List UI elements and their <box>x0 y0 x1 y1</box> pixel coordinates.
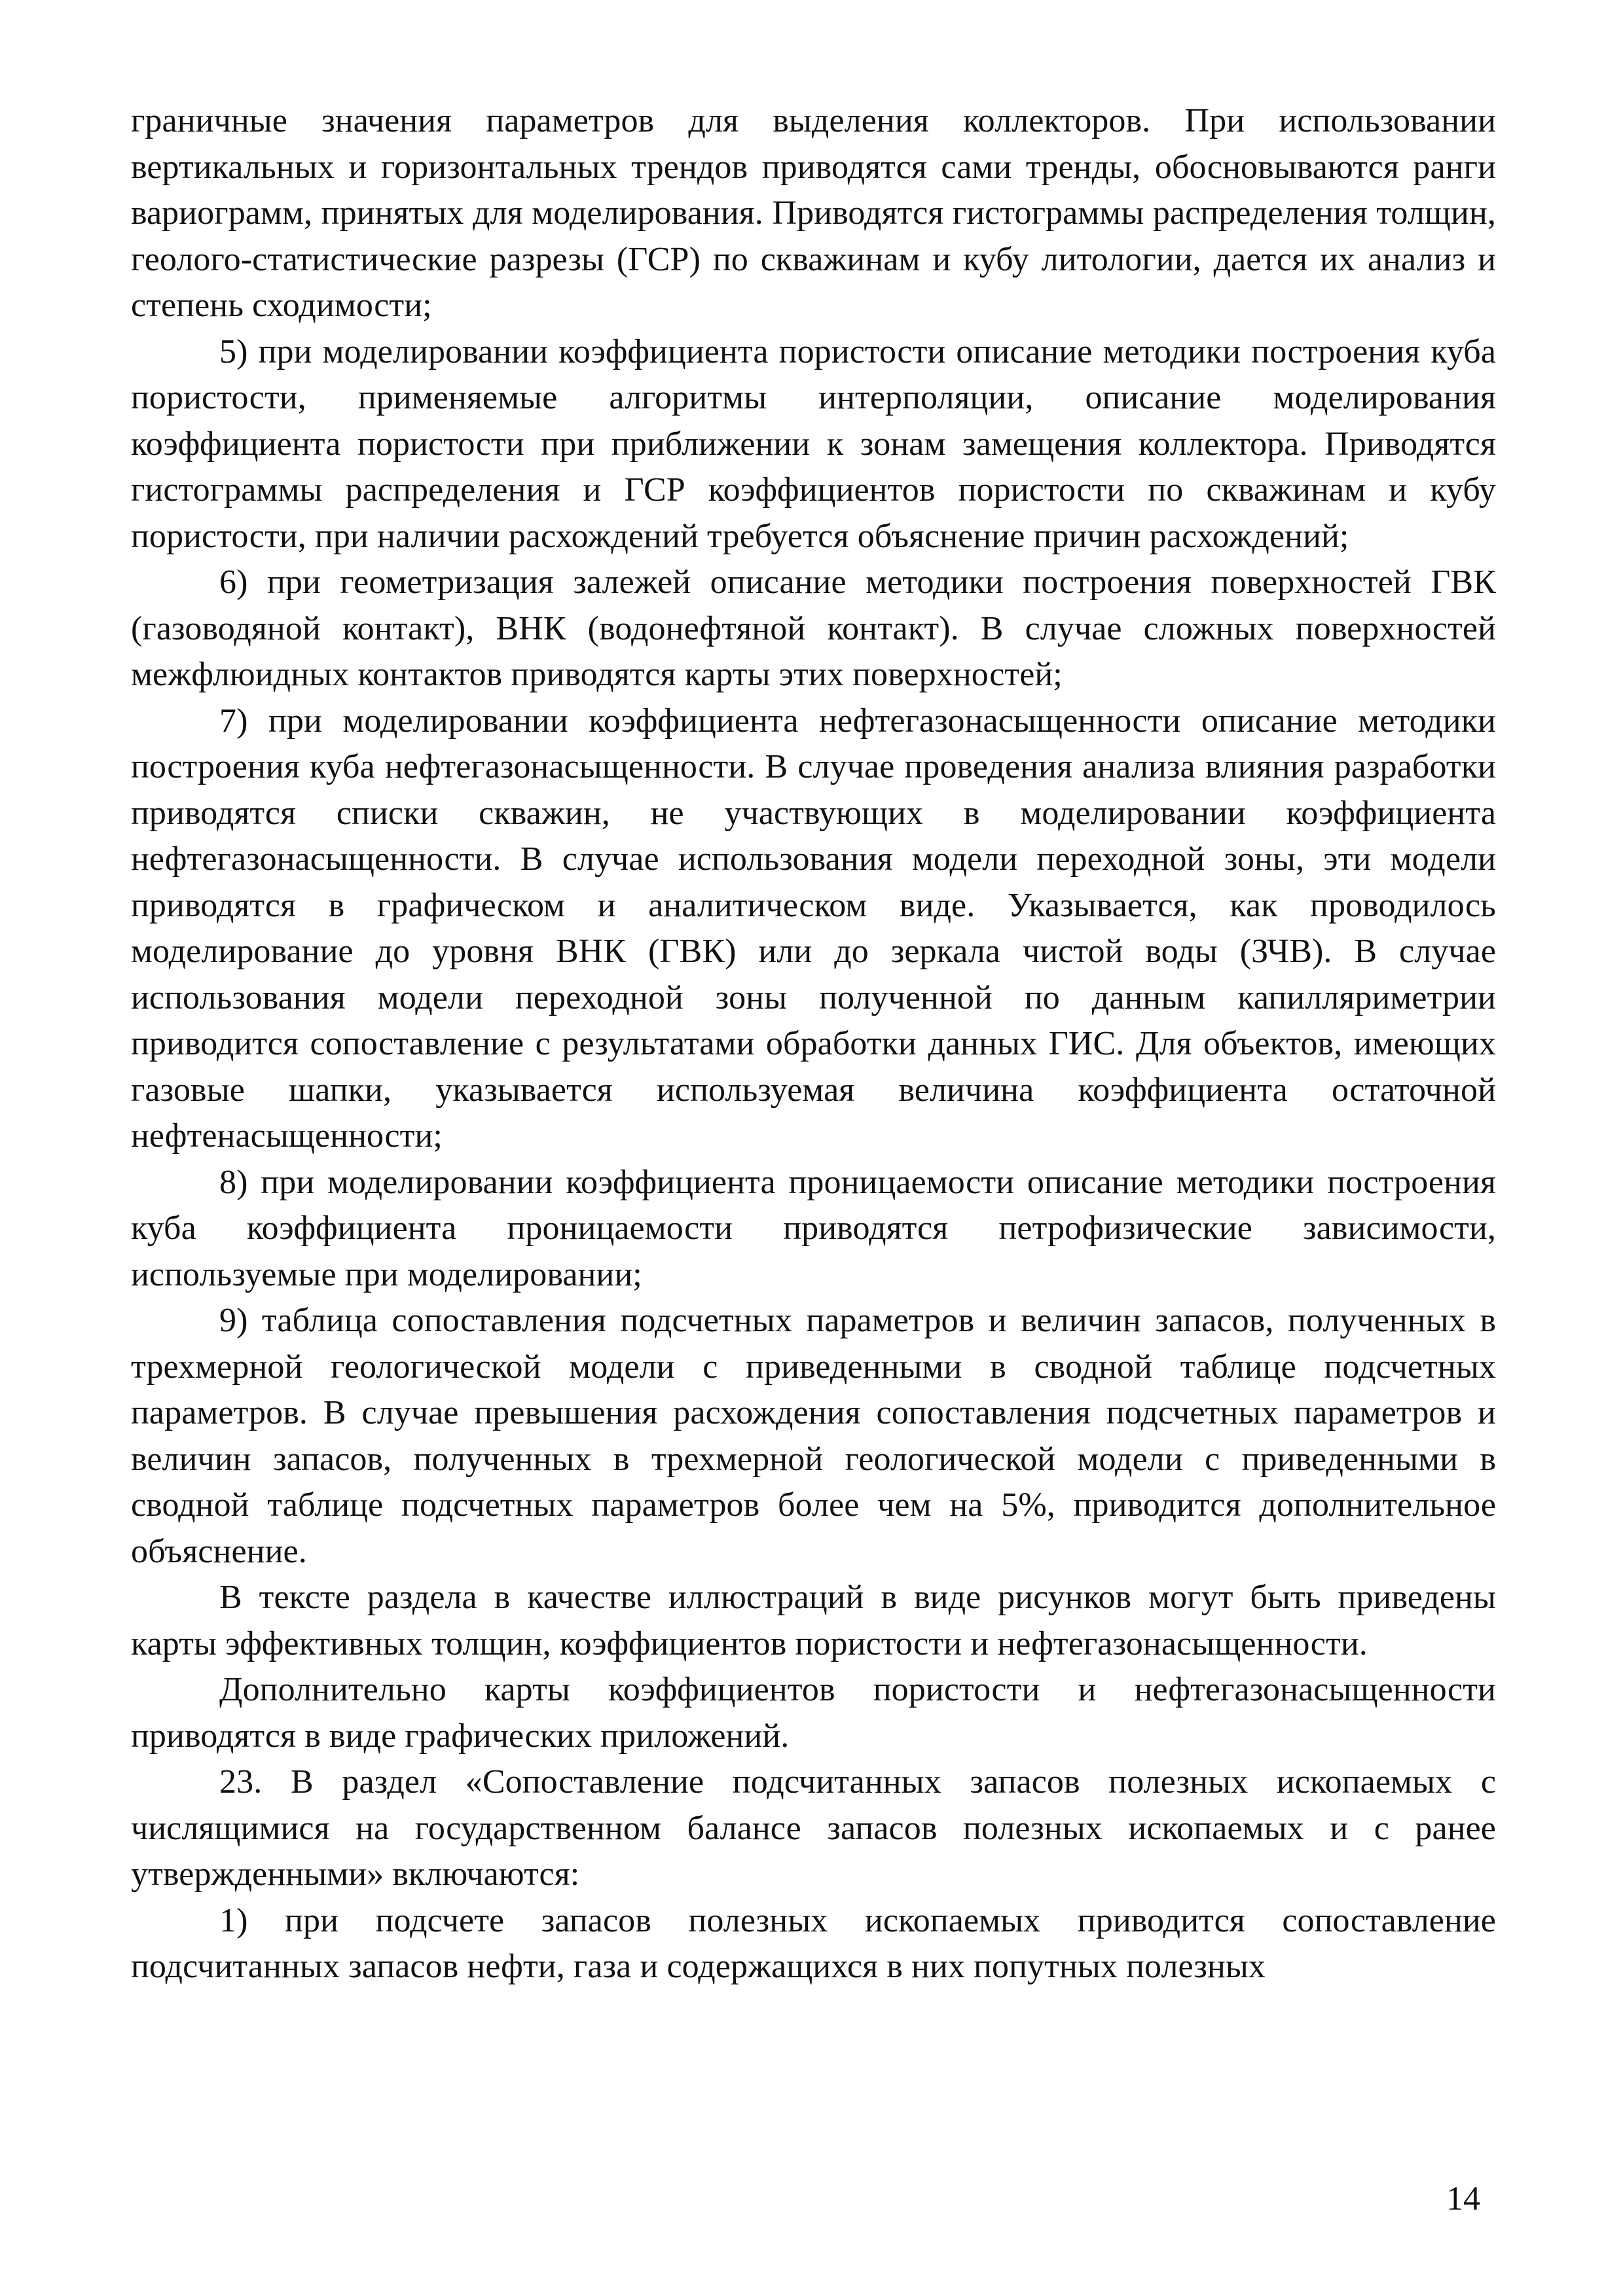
page-number: 14 <box>1446 2180 1480 2217</box>
paragraph-illustrations: В тексте раздела в качестве иллюстраций в виде рисунков могут быть приведены карты эффективных толщин, коэффициентов пористости и нефтегазонасыщенности. <box>131 1579 1496 1662</box>
paragraph-item-6: 6) при геометризация залежей описание методики построения поверхностей ГВК (газоводяной контакт), ВНК (водонефтяной контакт). В случае сложных поверхностей межфлюидных контактов приводятся карты этих поверхностей; <box>131 564 1496 693</box>
paragraph-continuation: граничные значения параметров для выделения коллекторов. При использовании вертикальных и горизонтальных трендов приводятся сами тренды, обосновываются ранги вариограмм, принятых для моделирования. Приводятся гистограммы распределения толщин, геолого-статистические разрезы (ГСР) по скважинам и кубу литологии, дается их анализ и степень сходимости; <box>131 102 1496 324</box>
paragraph-item-9: 9) таблица сопоставления подсчетных параметров и величин запасов, полученных в трехмерной геологической модели с приведенными в сводной таблице подсчетных параметров. В случае превышения расхождения сопоставления подсчетных параметров и величин запасов, полученных в трехмерной геологической модели с приведенными в сводной таблице подсчетных параметров более чем на 5%, приводится дополнительное объяснение. <box>131 1302 1496 1570</box>
paragraph-item-8: 8) при моделировании коэффициента проницаемости описание методики построения куба коэффициента проницаемости приводятся петрофизические зависимости, используемые при моделировании; <box>131 1163 1496 1293</box>
paragraph-item-7: 7) при моделировании коэффициента нефтегазонасыщенности описание методики построения куба нефтегазонасыщенности. В случае проведения анализа влияния разработки приводятся списки скважин, не участвующих в моделировании коэффициента нефтегазонасыщенности. В случае использования модели переходной зоны, эти модели приводятся в графическом и аналитическом виде. Указывается, как проводилось моделирование до уровня ВНК (ГВК) или до зеркала чистой воды (ЗЧВ). В случае использования модели переходной зоны полученной по данным капилляриметрии приводится сопоставление с результатами обработки данных ГИС. Для объектов, имеющих газовые шапки, указывается используемая величина коэффициента остаточной нефтенасыщенности; <box>131 702 1496 1155</box>
paragraph-section-23: 23. В раздел «Сопоставление подсчитанных запасов полезных ископаемых с числящимися на государственном балансе запасов полезных ископаемых и с ранее утвержденными» включаются: <box>131 1763 1496 1893</box>
paragraph-item-1: 1) при подсчете запасов полезных ископаемых приводится сопоставление подсчитанных запасов нефти, газа и содержащихся в них попутных полезных <box>131 1901 1496 1985</box>
body-text <box>131 98 1496 1990</box>
paragraph-item-5: 5) при моделировании коэффициента пористости описание методики построения куба пористости, применяемые алгоритмы интерполяции, описание моделирования коэффициента пористости при приближении к зонам замещения коллектора. Приводятся гистограммы распределения и ГСР коэффициентов пористости по скважинам и кубу пористости, при наличии расхождений требуется объяснение причин расхождений; <box>131 332 1496 555</box>
paragraph-graphic-appendices: Дополнительно карты коэффициентов пористости и нефтегазонасыщенности приводятся в виде графических приложений. <box>131 1671 1496 1755</box>
